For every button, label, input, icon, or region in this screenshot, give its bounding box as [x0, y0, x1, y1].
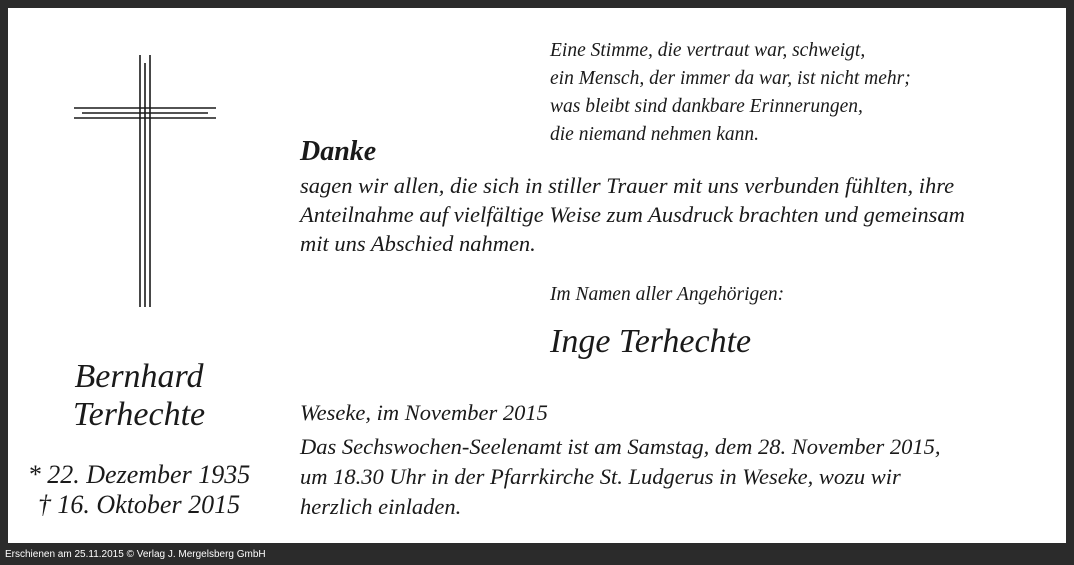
thanks-line: mit uns Abschied nahmen. [300, 231, 536, 256]
life-dates [20, 460, 258, 520]
poem-line: Eine Stimme, die vertraut war, schweigt, [550, 40, 866, 61]
deceased-last-name: Terhechte [72, 396, 206, 433]
mass-notice [300, 432, 941, 522]
poem [550, 37, 911, 149]
poem-line: die niemand nehmen kann. [550, 124, 760, 145]
thanks-heading: Danke [300, 136, 377, 167]
mass-notice-line: um 18.30 Uhr in der Pfarrkirche St. Ludgerus in Weseke, wozu wir [300, 464, 901, 489]
mass-notice-line: Das Sechswochen-Seelenamt ist am Samstag, dem 28. November 2015, [300, 434, 941, 459]
death-date: † 16. Oktober 2015 [37, 490, 241, 519]
place-date: Weseke, im November 2015 [300, 400, 548, 425]
birth-date: * 22. Dezember 1935 [27, 460, 251, 489]
poem-line: ein Mensch, der immer da war, ist nicht mehr; [550, 68, 911, 89]
deceased-name [40, 358, 238, 434]
thanks-text [300, 171, 1060, 258]
publication-footer: Erschienen am 25.11.2015 © Verlag J. Mergelsberg GmbH [5, 549, 266, 560]
signer-name: Inge Terhechte [550, 323, 752, 360]
mass-notice-line: herzlich einladen. [300, 494, 462, 519]
cross-icon [74, 55, 216, 307]
family-label: Im Namen aller Angehörigen: [550, 284, 785, 305]
deceased-first-name: Bernhard [74, 358, 204, 395]
thanks-line: sagen wir allen, die sich in stiller Trauer mit uns verbunden fühlten, ihre [300, 173, 955, 198]
poem-line: was bleibt sind dankbare Erinnerungen, [550, 96, 863, 117]
thanks-line: Anteilnahme auf vielfältige Weise zum Ausdruck brachten und gemeinsam [300, 202, 965, 227]
